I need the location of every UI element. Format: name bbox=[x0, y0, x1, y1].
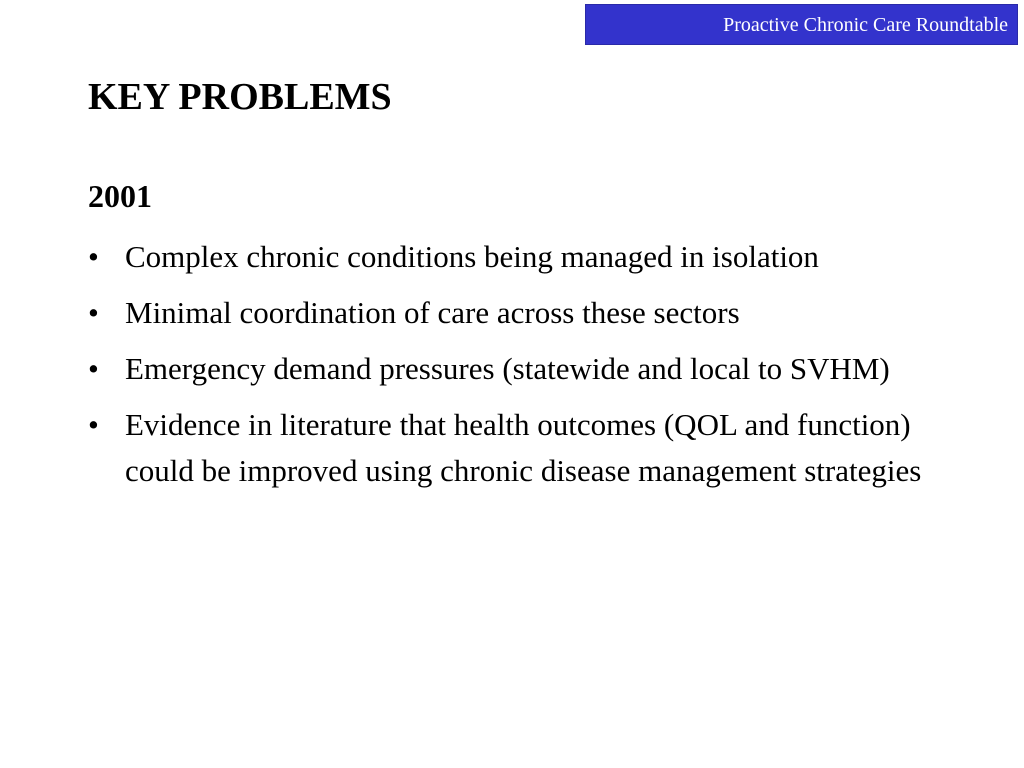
bullet-text: Minimal coordination of care across these sectors bbox=[125, 295, 740, 330]
bullet-marker: • bbox=[88, 239, 99, 274]
header-banner: Proactive Chronic Care Roundtable bbox=[585, 4, 1018, 45]
bullet-text: Emergency demand pressures (statewide and local to SVHM) bbox=[125, 351, 890, 386]
list-item bbox=[88, 402, 938, 494]
list-item bbox=[88, 346, 938, 392]
bullet-text: Complex chronic conditions being managed in isolation bbox=[125, 239, 819, 274]
list-item bbox=[88, 290, 938, 336]
bullet-list bbox=[88, 234, 938, 504]
section-year: 2001 bbox=[88, 178, 152, 214]
slide-title: KEY PROBLEMS bbox=[88, 76, 392, 118]
bullet-text: Evidence in literature that health outcomes (QOL and function) could be improved using chronic disease management strategies bbox=[125, 407, 922, 488]
bullet-marker: • bbox=[88, 407, 99, 442]
bullet-marker: • bbox=[88, 295, 99, 330]
list-item bbox=[88, 234, 938, 280]
bullet-marker: • bbox=[88, 351, 99, 386]
